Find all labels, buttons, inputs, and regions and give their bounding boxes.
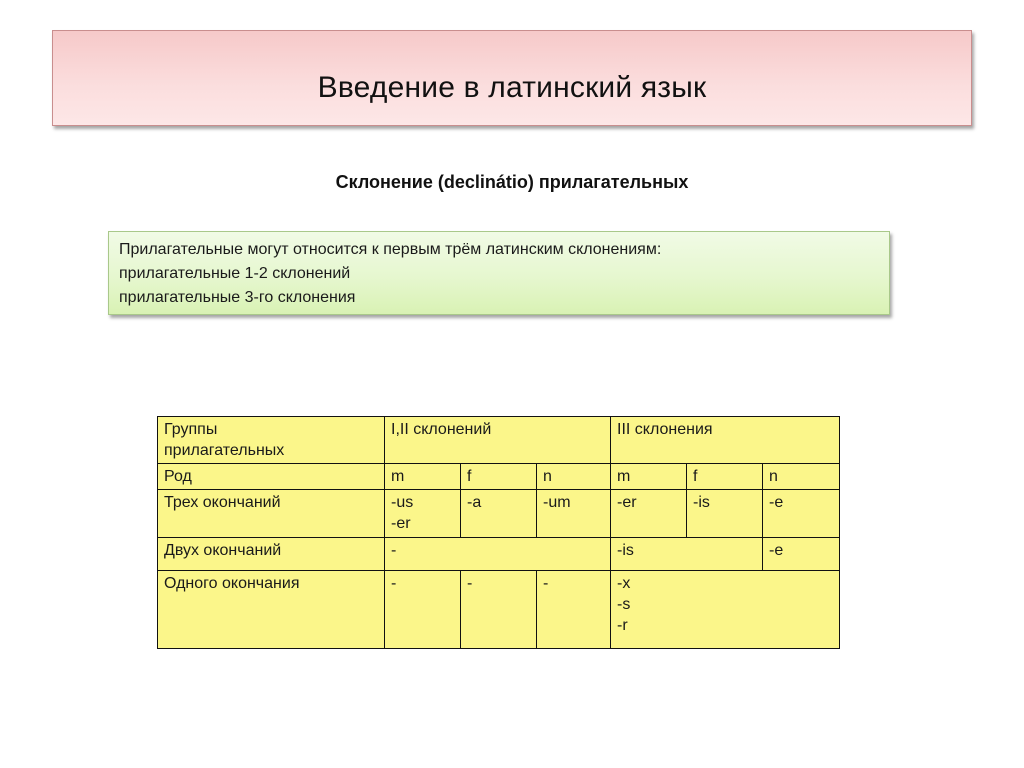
header-decl3-cell: III склонения bbox=[611, 417, 840, 464]
info-line-1: Прилагательные могут относится к первым трём латинским склонениям: bbox=[119, 241, 662, 258]
three-endings-f1-cell: -a bbox=[461, 490, 537, 538]
one-ending-decl3-b: -s bbox=[617, 596, 631, 613]
three-endings-label-cell: Трех окончаний bbox=[158, 490, 385, 538]
one-ending-label-cell: Одного окончания bbox=[158, 571, 385, 649]
three-endings-m1-a: -us bbox=[391, 494, 414, 511]
table-row-gender bbox=[158, 464, 840, 490]
one-ending-decl3-cell bbox=[611, 571, 840, 649]
three-endings-m1-b: -er bbox=[391, 515, 411, 532]
one-ending-decl3-c: -r bbox=[617, 617, 628, 634]
two-endings-decl12-cell: - bbox=[385, 538, 611, 571]
gender-f2-cell: f bbox=[687, 464, 763, 490]
declension-table bbox=[157, 416, 840, 649]
one-ending-f1-cell: - bbox=[461, 571, 537, 649]
header-groups-line1: Группы bbox=[164, 421, 218, 438]
three-endings-n1-cell: -um bbox=[537, 490, 611, 538]
one-ending-decl3-a: -x bbox=[617, 575, 631, 592]
one-ending-m1-cell: - bbox=[385, 571, 461, 649]
info-line-3: прилагательные 3-го склонения bbox=[119, 289, 356, 306]
title-box bbox=[52, 30, 972, 126]
slide-title: Введение в латинский язык bbox=[317, 71, 707, 104]
three-endings-m1-cell bbox=[385, 490, 461, 538]
header-groups-line2: прилагательных bbox=[164, 442, 285, 459]
table-row-two-endings bbox=[158, 538, 840, 571]
two-endings-label-cell: Двух окончаний bbox=[158, 538, 385, 571]
table-row-header bbox=[158, 417, 840, 464]
header-decl12-cell: I,II склонений bbox=[385, 417, 611, 464]
header-groups-cell bbox=[158, 417, 385, 464]
table-row-one-ending bbox=[158, 571, 840, 649]
three-endings-m2-cell: -er bbox=[611, 490, 687, 538]
gender-label-cell: Род bbox=[158, 464, 385, 490]
gender-n1-cell: n bbox=[537, 464, 611, 490]
two-endings-n2-cell: -e bbox=[763, 538, 840, 571]
info-box bbox=[108, 231, 890, 315]
gender-m2-cell: m bbox=[611, 464, 687, 490]
slide-subtitle: Склонение (declinátio) прилагательных bbox=[335, 172, 689, 192]
gender-f1-cell: f bbox=[461, 464, 537, 490]
three-endings-n2-cell: -e bbox=[763, 490, 840, 538]
gender-n2-cell: n bbox=[763, 464, 840, 490]
one-ending-n1-cell: - bbox=[537, 571, 611, 649]
table-row-three-endings bbox=[158, 490, 840, 538]
two-endings-mf2-cell: -is bbox=[611, 538, 763, 571]
info-line-2: прилагательные 1-2 склонений bbox=[119, 265, 351, 282]
gender-m1-cell: m bbox=[385, 464, 461, 490]
three-endings-f2-cell: -is bbox=[687, 490, 763, 538]
